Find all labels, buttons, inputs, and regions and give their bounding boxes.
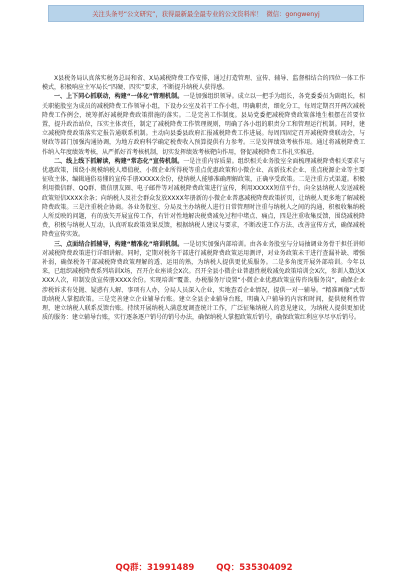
paragraph-text: 一是注重内容质量。组织相关业务股室全面梳理减税降费相关要求与优惠政策，围绕小规模纳税人增值税、小微企业所得税等重点优惠政策和小微企业、高新技术企业、重点税源企业等主要征收主体，编辑通俗易懂的宣传手册XXXXX余份，使纳税人能够准确理解政策，正确享受政策。二是注重方式渠道。积极利用微信群、QQ群、微信朋友圈、电子邮件等对减税降费政策进行宣传，利用XXXXX短信平台，向全县纳税人发送减税政策短信XXXX余条；向纳税人及社会群众发放XXXX年册新的小微企业普惠减税降费政策折页，让纳税人更多地了解减税降费政策。三是注重税企协商。各业务股室、分局及主办纳税人进行日常管理时注重与纳税人之间的沟通，积极收集纳税人所反映的问题，有的放矢开展宣传工作，有针对性地解决税费减免过程中堵点、痛点，四是注重收集反馈，围绕减税降费，积极与纳税人互动，认真听取政策效果反馈，根据纳税人建议与要求，不断改进工作方法、改善宣传方式，确保减税降费宣传实效。 <box>42 157 365 239</box>
paragraph-text: 一是切实加强内部培训。由各业务股室与分局抽调业务骨干担任讲师对减税降费政策进行详细讲解。同时，定期对税务干部进行减税降费政策运用测评，对业务政策未干进行查漏补缺、增强补弱，确保税务干部减税降费政策理解的透、运用的熟，为纳税人提供更优质服务。二是多角度开展外部培训。今年以来，已组织减税降费系列培训X场，召开企业座谈会X次。召开全县小微企业普惠性税收减免政策培训会X次，参训人数达XXXX人次，印制发放宣传册XXXX余份。实现培训“覆盖、办税服务厅设置“小微企业优惠政策宣传咨询服务岗”，确保企业涉税诉求有处抛、疑惑有人解、事项有人办，分局人员深入企业，实地查看企业情况，提供一对一辅导。“精准画像”式帮助纳税人掌握政策。三是完善建立企业辅导台账。建立全县企业辅导台账，明确入户辅导的内容和时间，提供便利性管理，建立纳税人联系反馈台账。持续开展纳税人满意度调查统计工作，广泛征集纳税人的意见建议，为纳税人提供更加优质的服务：建立辅导台账，实行逐条逐户销号的销号办法，确保纳税人掌握政策后销号，确保政策红利应享尽享后销号。 <box>42 240 365 322</box>
qq-group-text: QQ群：31991489 <box>115 563 195 573</box>
paragraph-heading: 一、上下同心抓联动，构建“一体化”管理机制。 <box>54 93 184 101</box>
intro-paragraph <box>42 74 365 92</box>
banner-right-text: 微信：gongwenyj <box>266 11 320 18</box>
banner-left-text: 关注头条号“公文研究”，获得最新最全最专业的公文资料库！ <box>92 11 263 18</box>
footer-contact <box>0 560 408 574</box>
section-2-paragraph <box>42 157 365 240</box>
top-banner <box>48 5 364 22</box>
paragraph-heading: 三、点面结合抓辅导，构建“精准化”培训机制。 <box>54 240 184 248</box>
paragraph-text: 一是加强组织领导。成立以一把手为组长，各党委委员为副组长，相关职能股室为成员的减税降费工作领导小组，下设办公室及若干工作小组，明确职责，细化分工，每周定期召开两次减税降费工作例会，统筹抓好减税降费政策措施的落实。二是完善工作制度。县局党委把减税降费政策落地生根摆在首要位置，提升政治站位，压实主体责任，制定了减税降费工作管理规则，明确了各小组的职责分工和管理运行机制。同时，建立减税降费政策落实定报告通联系机制。主动向县委县政府汇报减税降费工作进展。每周四固定召开减税降费联动会，与财政等部门加强沟通协调，为地方政府科学确定税费收入预算提供有力参考。三是发挥绩效考核作用。通过将减税降费工作纳入年度绩效考核，从严抓好首考核机制，切实发挥绩效考核靶向作用，督促减税降费工作扎实推进。 <box>42 93 365 156</box>
document-body <box>42 74 365 540</box>
paragraph-text: X县税务局认真落实税务总局和省、X局减税降费工作安排，通过打造管理、宣传、辅导、监督相结合的四位一体工作模式，积极响应主军局长“四硬、四实”要求，不断提升纳税人获得感。 <box>42 75 365 92</box>
section-1-paragraph <box>42 92 365 156</box>
qq-number-text: QQ：535304092 <box>216 563 293 573</box>
section-3-paragraph <box>42 240 365 323</box>
paragraph-heading: 二、线上线下抓解读，构建“常态化”宣传机制。 <box>54 157 184 165</box>
